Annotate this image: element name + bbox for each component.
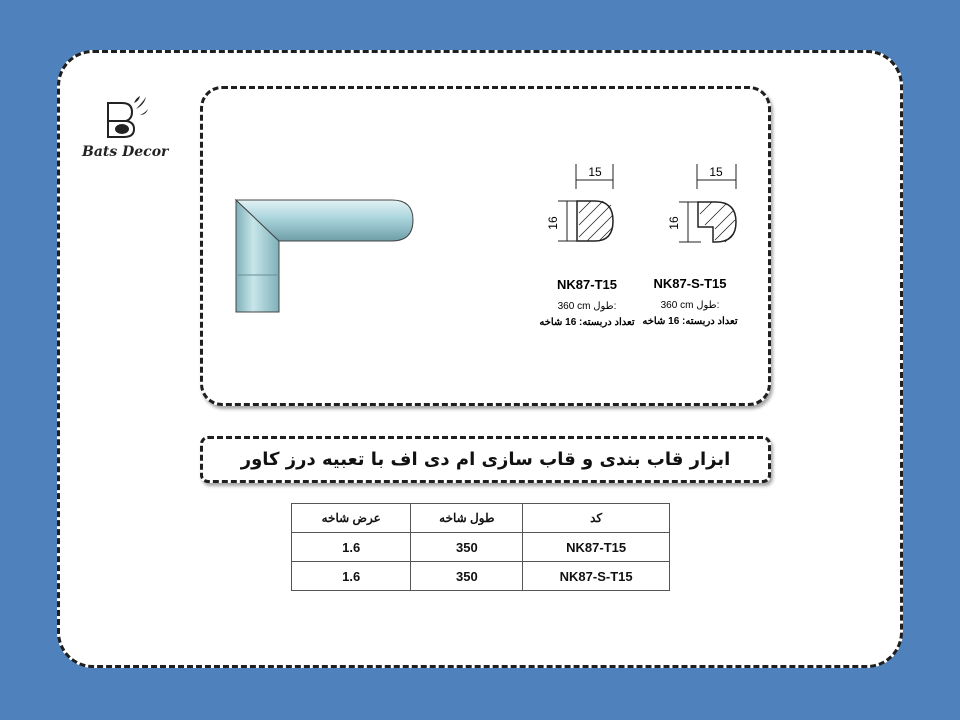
profile-2-code: NK87-S-T15 <box>653 276 727 291</box>
profile-2-height-dim: 16 <box>667 216 681 230</box>
page-title: ابزار قاب بندی و قاب سازی ام دی اف با تعبیه درز کاور <box>200 436 771 483</box>
cell-length: 350 <box>411 562 523 591</box>
molding-corner-illustration <box>236 200 413 312</box>
cell-width: 1.6 <box>292 533 411 562</box>
spec-table <box>291 503 670 591</box>
table-row <box>292 562 670 591</box>
table-header-row <box>292 504 670 533</box>
profile-nk87-s-t15 <box>667 164 736 242</box>
profile-nk87-t15 <box>546 164 613 241</box>
cell-code: NK87-S-T15 <box>523 562 670 591</box>
header-width: عرض شاخه <box>292 504 411 533</box>
profile-1-width-dim: 15 <box>588 165 602 179</box>
brand-name: Bats Decor <box>82 144 169 160</box>
profile-1-height-dim: 16 <box>546 216 560 230</box>
profile-1-length: 360 cm طول: <box>557 301 617 312</box>
header-code: کد <box>523 504 670 533</box>
profile-1-code: NK87-T15 <box>557 277 617 292</box>
product-figure <box>200 86 771 406</box>
table-row <box>292 533 670 562</box>
cell-code: NK87-T15 <box>523 533 670 562</box>
profile-2-width-dim: 15 <box>709 165 723 179</box>
cell-length: 350 <box>411 533 523 562</box>
header-length: طول شاخه <box>411 504 523 533</box>
profile-2-bundle: تعداد دربسته: 16 شاخه <box>642 316 738 327</box>
cell-width: 1.6 <box>292 562 411 591</box>
profile-2-length: 360 cm طول: <box>660 300 720 311</box>
profile-1-bundle: تعداد دربسته: 16 شاخه <box>539 317 635 328</box>
